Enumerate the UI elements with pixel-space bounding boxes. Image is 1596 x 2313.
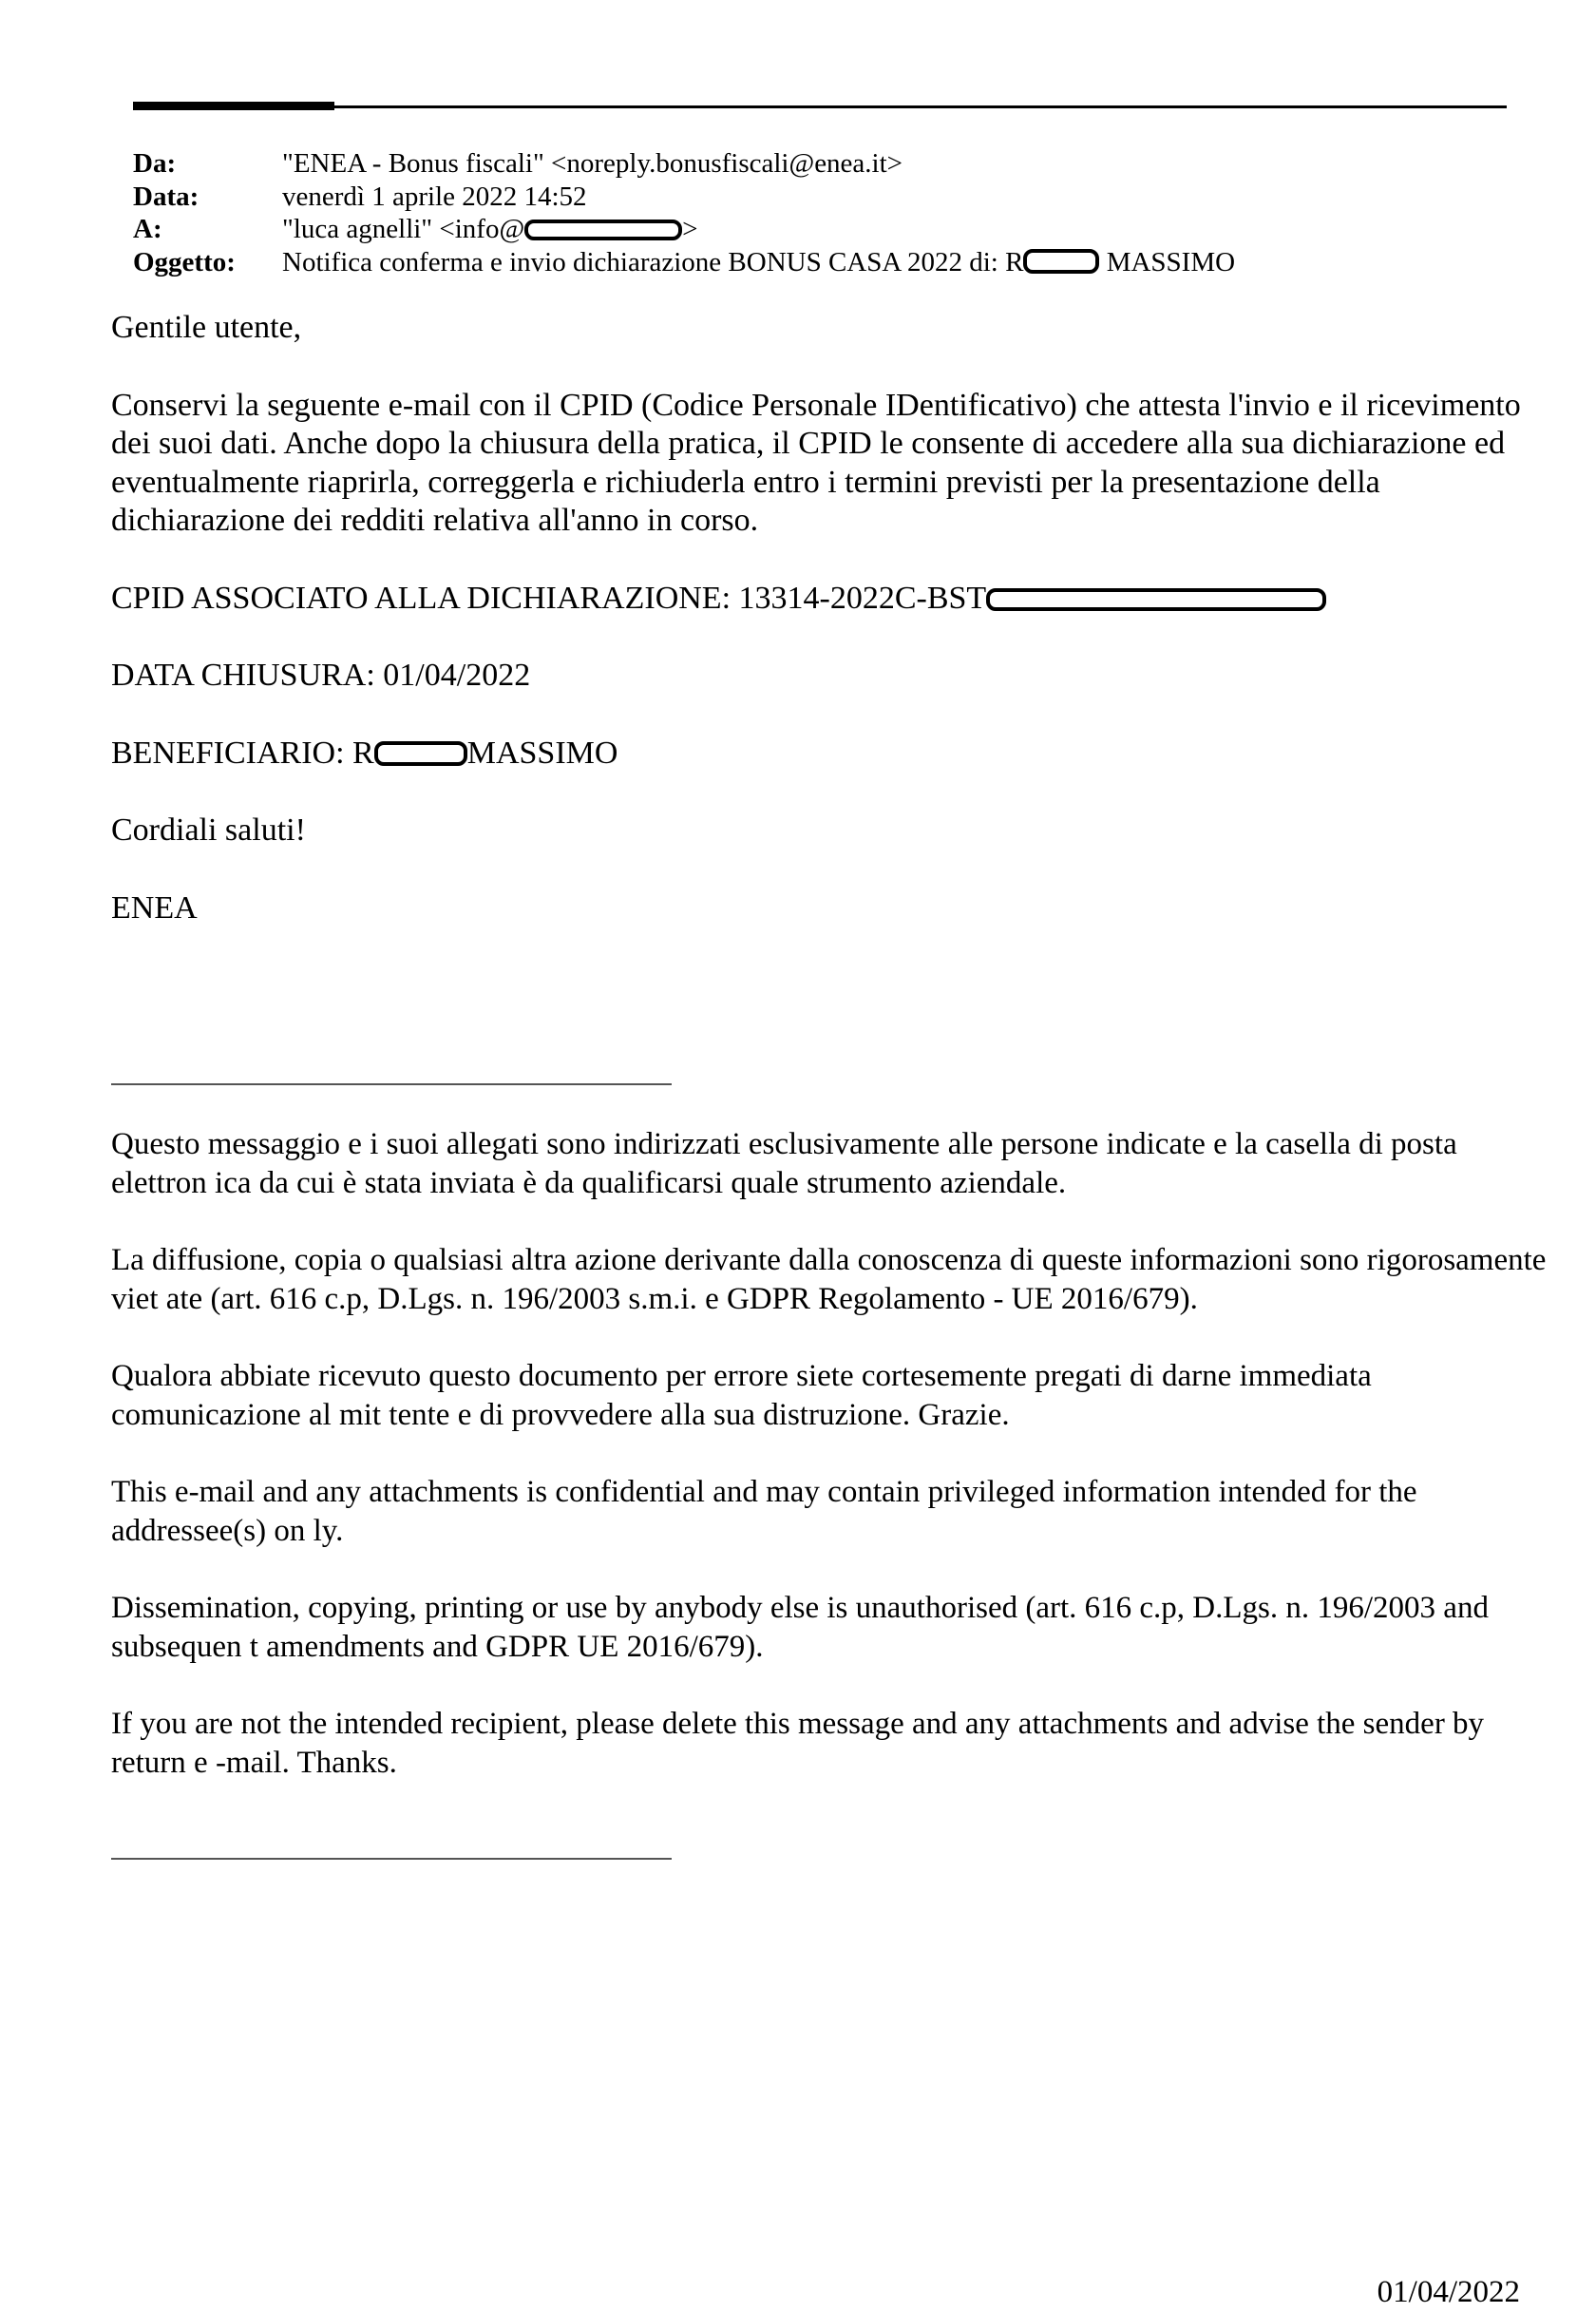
redaction-mark xyxy=(1023,249,1099,274)
disclaimer-paragraph: This e-mail and any attachments is confidential and may contain privileged information intended for the addressee(s) on ly. xyxy=(111,1475,1417,1548)
date-label: Data: xyxy=(133,181,200,212)
email-header xyxy=(133,147,1235,278)
date-value: venerdì 1 aprile 2022 14:52 xyxy=(282,181,587,212)
from-label: Da: xyxy=(133,148,177,179)
redaction-mark xyxy=(986,588,1326,611)
separator-bottom xyxy=(111,1858,672,1860)
header-row-subject xyxy=(133,246,1235,279)
subject-value-suffix: MASSIMO xyxy=(1099,246,1236,277)
intro-paragraph: Conservi la seguente e-mail con il CPID (Codice Personale IDentificativo) che attesta l'invio e il ricevimento dei suoi dati. Anche dopo la chiusura della pratica, il CPID le consente di accedere alla sua dichiarazione ed eventualmente riaprirla, correggerla e richiuderla entro i termini previsti per la presentazione della dichiarazione dei redditi relativa all'anno in corso. xyxy=(111,387,1521,538)
beneficiary-line xyxy=(111,735,1536,774)
header-rule xyxy=(133,105,1507,108)
header-row-to xyxy=(133,213,1235,246)
greeting: Gentile utente, xyxy=(111,310,302,345)
to-value xyxy=(282,213,698,246)
to-value-prefix: "luca agnelli" <info@ xyxy=(282,214,525,244)
subject-value xyxy=(282,246,1235,279)
subject-value-prefix: Notifica conferma e invio dichiarazione BONUS CASA 2022 di: R xyxy=(282,246,1024,277)
to-label: A: xyxy=(133,214,162,244)
redaction-mark xyxy=(374,741,467,766)
to-value-suffix: > xyxy=(682,214,698,244)
email-body xyxy=(111,309,1536,966)
disclaimer-paragraph: Qualora abbiate ricevuto questo documento per errore siete cortesemente pregati di darne immediata comunicazione al mit tente e di provvedere alla sua distruzione. Grazie. xyxy=(111,1359,1372,1432)
from-value: "ENEA - Bonus fiscali" <noreply.bonusfiscali@enea.it> xyxy=(282,148,903,179)
header-row-date xyxy=(133,181,1235,214)
beneficiary-prefix: BENEFICIARIO: R xyxy=(111,735,374,771)
signature: ENEA xyxy=(111,889,198,926)
cpid-line xyxy=(111,580,1536,619)
subject-label: Oggetto: xyxy=(133,246,236,277)
cpid-text: CPID ASSOCIATO ALLA DICHIARAZIONE: 13314-2022C-BST xyxy=(111,580,987,616)
separator-top xyxy=(111,1083,672,1085)
disclaimer-paragraph: Questo messaggio e i suoi allegati sono indirizzati esclusivamente alle persone indicate e la casella di posta elettron ica da cui è stata inviata è da qualificarsi quale strumento aziendale. xyxy=(111,1127,1457,1200)
header-row-from xyxy=(133,147,1235,181)
disclaimer-paragraph: La diffusione, copia o qualsiasi altra azione derivante dalla conoscenza di queste informazioni sono rigorosamente viet ate (art. 616 c.p, D.Lgs. n. 196/2003 s.m.i. e GDPR Regolamento - UE 2016/679). xyxy=(111,1243,1547,1316)
beneficiary-suffix: MASSIMO xyxy=(466,735,618,771)
disclaimer-paragraph: Dissemination, copying, printing or use by anybody else is unauthorised (art. 616 c.p, D.Lgs. n. 196/2003 and subsequen t amendments and GDPR UE 2016/679). xyxy=(111,1591,1489,1664)
redaction-mark xyxy=(524,220,682,240)
disclaimer-paragraph: If you are not the intended recipient, please delete this message and any attachments and advise the sender by return e -mail. Thanks. xyxy=(111,1707,1485,1780)
disclaimer xyxy=(111,1125,1555,1821)
closing-date-line: DATA CHIUSURA: 01/04/2022 xyxy=(111,658,531,693)
footer-date: 01/04/2022 xyxy=(1377,2275,1520,2309)
regards: Cordiali saluti! xyxy=(111,812,306,848)
